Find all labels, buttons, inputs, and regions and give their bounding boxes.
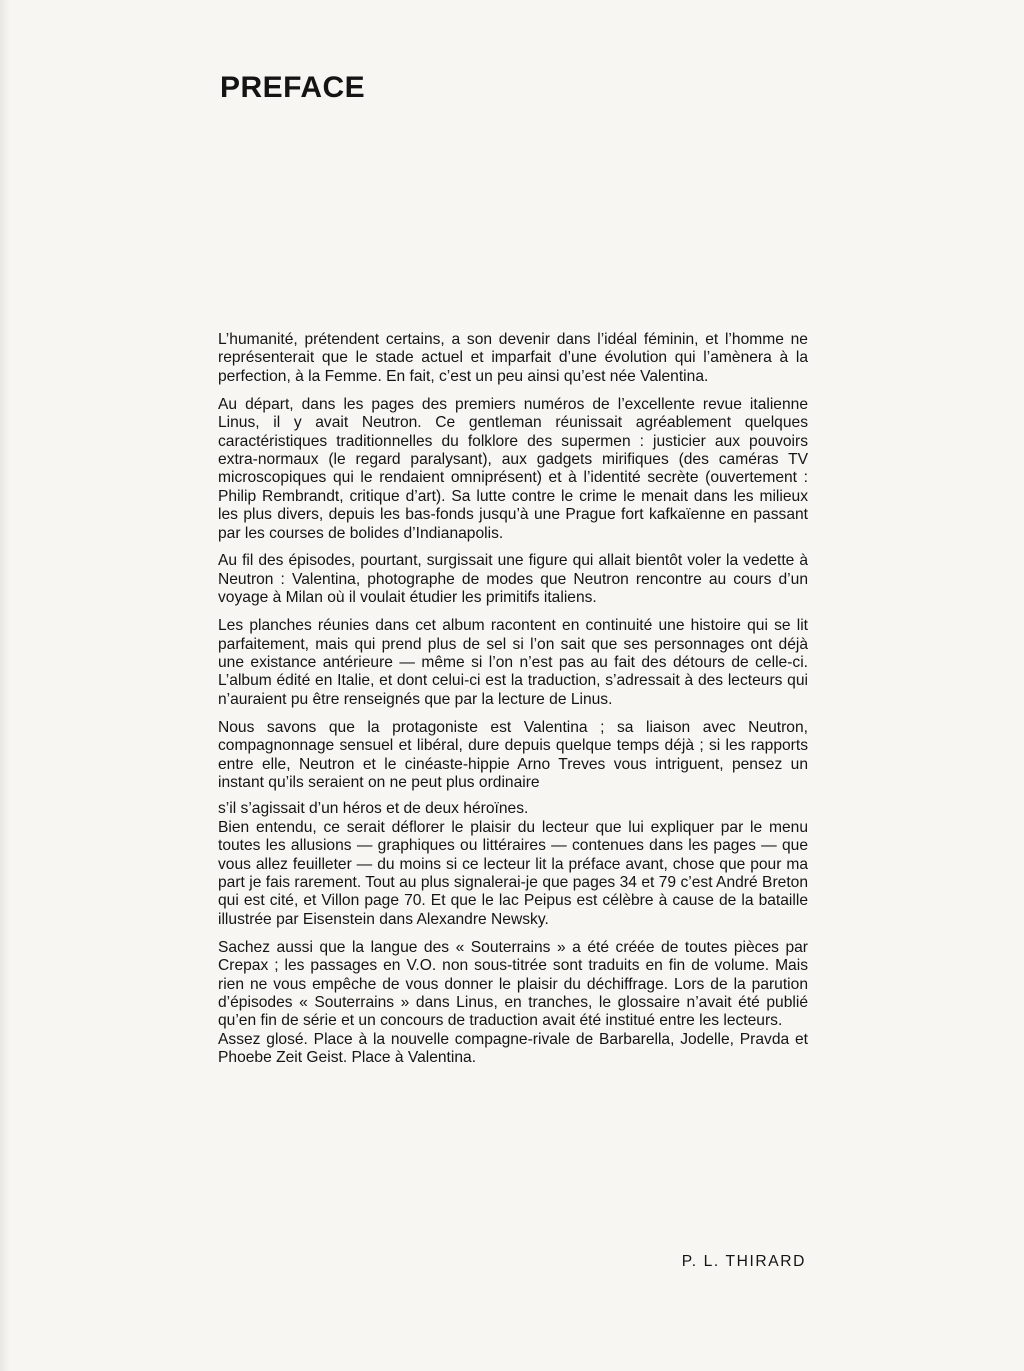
paragraph-3: Au fil des épisodes, pourtant, surgissait une figure qui allait bientôt voler la vedette à Neutron : Valentina, photographe de modes que Neutron rencontre au cours d’un voyage à Milan où il voulait étudier les primitifs italiens. xyxy=(218,552,808,607)
paragraph-8: Assez glosé. Place à la nouvelle compagne-rivale de Barbarella, Jodelle, Pravda et Phoebe Zeit Geist. Place à Valentina. xyxy=(218,1030,808,1067)
page-title: PREFACE xyxy=(220,71,366,104)
page-edge xyxy=(0,0,10,1371)
paragraph-6: Bien entendu, ce serait déflorer le plaisir du lecteur que lui expliquer par le menu toutes les allusions — graphiques ou littéraires — contenues dans les pages — que vous allez feuilleter — du moins si ce lecteur lit la préface avant, chose que pour ma part je fais rarement. Tout au plus signalerai-je que pages 34 et 79 c’est André Breton qui est cité, et Villon page 70. Et que le lac Peipus est célèbre à cause de la bataille illustrée par Eisenstein dans Alexandre Newsky. xyxy=(218,818,808,928)
preface-body xyxy=(218,331,808,1077)
paragraph-1: L’humanité, prétendent certains, a son devenir dans l’idéal féminin, et l’homme ne représenterait que le stade actuel et imparfait d’une évolution qui l’amènera à la perfection, à la Femme. En fait, c’est un peu ainsi qu’est née Valentina. xyxy=(218,331,808,385)
paragraph-7: Sachez aussi que la langue des « Souterrains » a été créée de toutes pièces par Crepax ; les passages en V.O. non sous-titrée sont traduits en fin de volume. Mais rien ne vous empêche de vous donner le plaisir du déchiffrage. Lors de la parution d’épisodes « Souterrains » dans Linus, en tranches, le glossaire n’avait été publié qu’en fin de série et un concours de traduction avait été institué entre les lecteurs. xyxy=(218,938,808,1030)
paragraph-5: Nous savons que la protagoniste est Valentina ; sa liaison avec Neutron, compagnonnage sensuel et libéral, dure depuis quelque temps déjà ; si les rapports entre elle, Neutron et le cinéaste-hippie Arno Treves vous intriguent, pensez un instant qu’ils seraient on ne peut plus ordinaire xyxy=(218,718,808,791)
paragraph-4: Les planches réunies dans cet album racontent en continuité une histoire qui se lit parfaitement, mais qui prend plus de sel si l’on sait que ses personnages ont déjà une existance antérieure — même si l’on n’est pas au fait des détours de celle-ci. L’album édité en Italie, et dont celui-ci est la traduction, s’adressait à des lecteurs qui n’auraient pu être renseignés que par la lecture de Linus. xyxy=(218,617,808,708)
paragraph-2: Au départ, dans les pages des premiers numéros de l’excellente revue italienne Linus, il y avait Neutron. Ce gentleman réunissait agréablement quelques caractéristiques traditionnelles du folklore des supermen : justicier aux pouvoirs extra-normaux (le regard paralysant), aux gadgets mirifiques (des caméras TV microscopiques qui le rendaient omniprésent) et à l’identité secrète (ouvertement : Philip Rembrandt, critique d’art). Sa lutte contre le crime le menait dans les milieux les plus divers, depuis les bas-fonds jusqu’à une Prague fort kafkaïenne en passant par les courses de bolides d’Indianapolis. xyxy=(218,395,808,542)
paragraph-5-continued: s’il s’agissait d’un héros et de deux héroïnes. xyxy=(218,800,529,818)
author-signature: P. L. THIRARD xyxy=(681,1253,806,1270)
